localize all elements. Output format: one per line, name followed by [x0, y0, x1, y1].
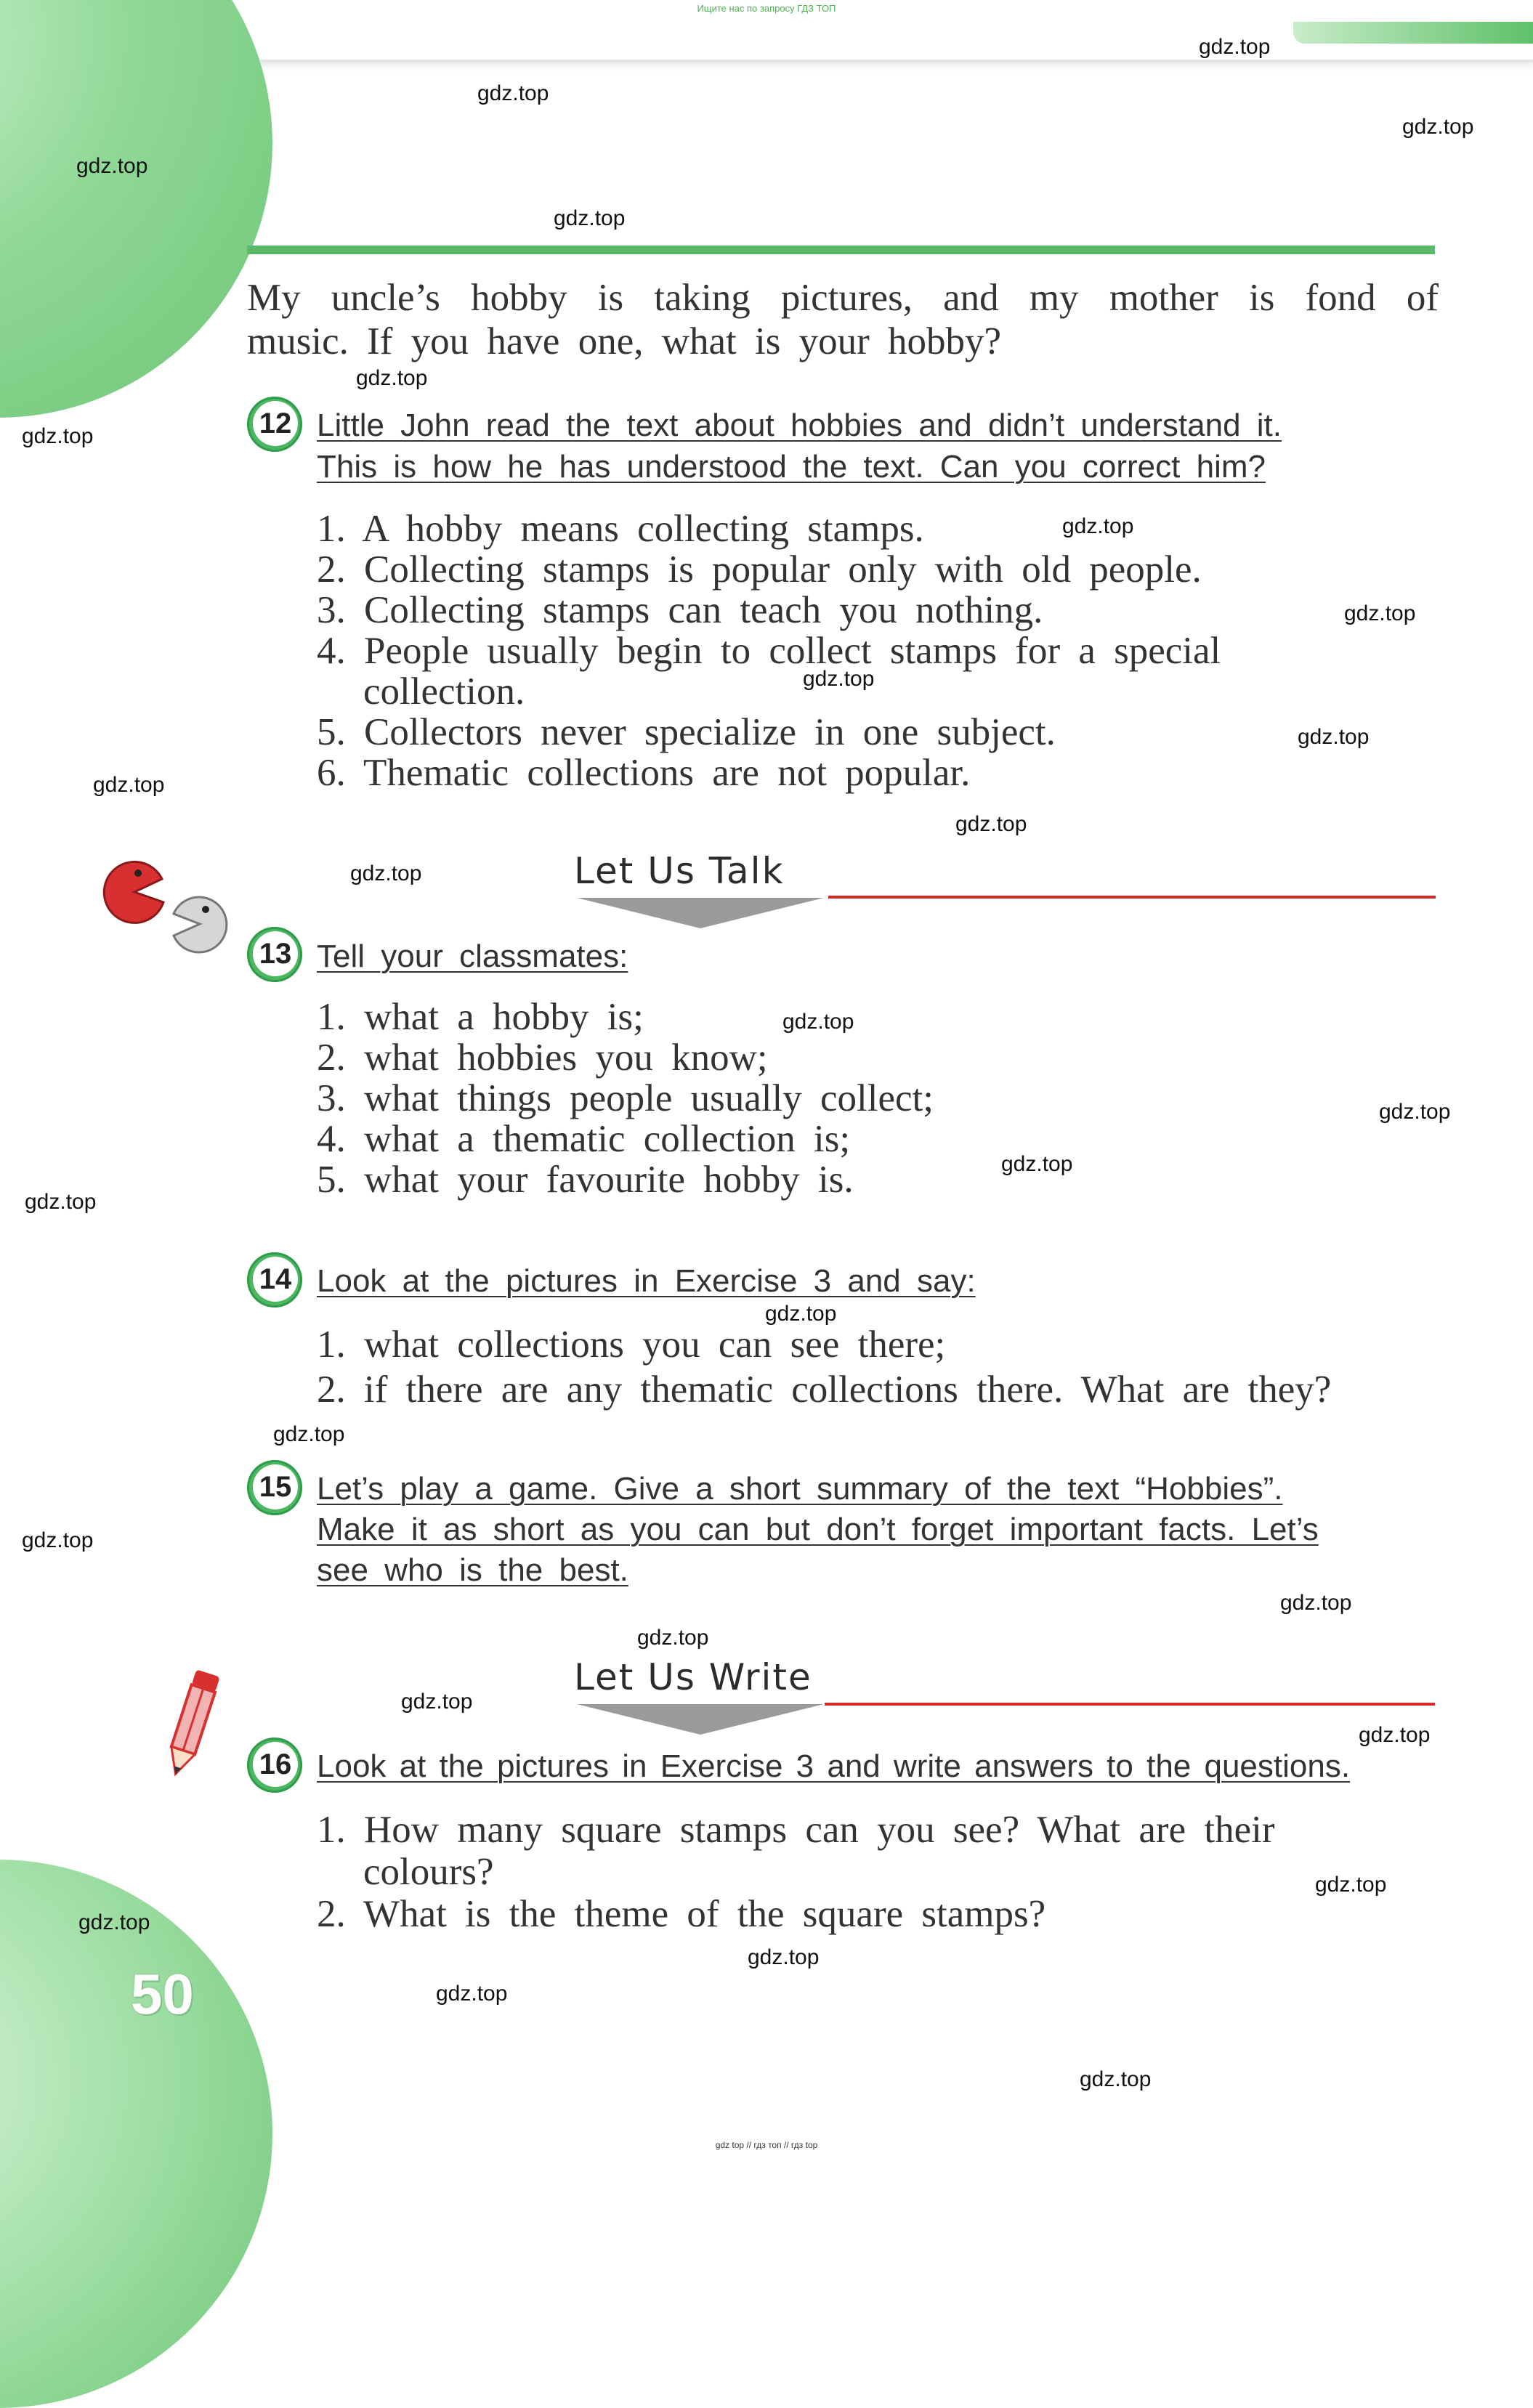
exercise-13-instruction: Tell your classmates: [317, 939, 628, 974]
list-item: 4. what a thematic collection is; [317, 1118, 851, 1160]
pencil-icon [153, 1663, 232, 1780]
section-title-talk: Let Us Talk [574, 850, 785, 892]
instruction-line: This is how he has understood the text. Can you correct him? [317, 449, 1266, 485]
watermark: gdz.top [93, 773, 165, 797]
watermark: gdz.top [477, 81, 549, 105]
section-red-line [825, 1703, 1435, 1706]
header-green-rule [247, 246, 1435, 254]
section-arrow [577, 898, 824, 928]
list-item: 2. Collecting stamps is popular only with old people. [317, 548, 1202, 591]
exercise-number-badge [247, 927, 302, 982]
exercise-number-badge [247, 397, 302, 452]
bottom-caption: gdz top // гдз топ // гдз top [715, 2140, 818, 2150]
page-number: 50 [131, 1962, 194, 2026]
watermark: gdz.top [436, 1982, 508, 2006]
list-item: 1. A hobby means collecting stamps. [317, 508, 924, 550]
section-red-line [828, 896, 1436, 899]
exercise-16-instruction: Look at the pictures in Exercise 3 and write answers to the questions. [317, 1748, 1351, 1784]
watermark: gdz.top [401, 1690, 473, 1714]
green-circle-decoration-top [0, 0, 272, 418]
watermark: gdz.top [1402, 115, 1474, 139]
instruction-line: Little John read the text about hobbies and didn’t understand it. [317, 408, 1282, 443]
intro-line: music. If you have one, what is your hobby? [247, 320, 1002, 362]
list-item: 1. what collections you can see there; [317, 1323, 946, 1366]
top-caption: Ищите нас по запросу ГДЗ ТОП [697, 3, 836, 14]
section-arrow [577, 1704, 824, 1735]
exercise-number: 14 [253, 1257, 298, 1302]
list-item: 4. People usually begin to collect stamps for a special [317, 630, 1221, 672]
list-item: 2. what hobbies you know; [317, 1037, 768, 1079]
watermark: gdz.top [554, 206, 626, 230]
exercise-number-badge [247, 1738, 302, 1793]
corner-green-decoration [1293, 22, 1533, 44]
exercise-number-badge [247, 1460, 302, 1515]
exercise-number: 12 [253, 401, 298, 446]
watermark: gdz.top [273, 1422, 345, 1446]
list-item: collection. [363, 670, 525, 713]
exercise-16-list [317, 1809, 1443, 1935]
exercise-number-badge [247, 1252, 302, 1308]
watermark: gdz.top [1199, 35, 1271, 59]
list-item: 3. Collecting stamps can teach you nothing. [317, 589, 1043, 631]
exercise-number: 13 [253, 931, 298, 976]
exercise-number: 16 [253, 1742, 298, 1787]
list-item: 5. what your favourite hobby is. [317, 1159, 854, 1201]
watermark: gdz.top [1062, 514, 1134, 538]
section-title-write: Let Us Write [574, 1656, 812, 1698]
watermark: gdz.top [1315, 1873, 1387, 1897]
watermark: gdz.top [955, 812, 1027, 836]
list-item: 6. Thematic collections are not popular. [317, 752, 971, 794]
watermark: gdz.top [1280, 1591, 1352, 1615]
intro-paragraph [247, 276, 1439, 363]
list-item: 1. what a hobby is; [317, 996, 644, 1038]
watermark: gdz.top [76, 154, 148, 178]
exercise-15-instruction [317, 1469, 1443, 1591]
list-item: 2. if there are any thematic collections there. What are they? [317, 1369, 1332, 1411]
watermark: gdz.top [637, 1626, 709, 1650]
watermark: gdz.top [1080, 2067, 1152, 2091]
instruction-line: Let’s play a game. Give a short summary of the text “Hobbies”. [317, 1471, 1283, 1507]
watermark: gdz.top [1344, 601, 1416, 625]
intro-line: My uncle’s hobby is taking pictures, and my mother is fond of [247, 277, 1439, 319]
list-item: 5. Collectors never specialize in one subject. [317, 711, 1056, 753]
watermark: gdz.top [1001, 1152, 1073, 1176]
instruction-line: Make it as short as you can but don’t forget important facts. Let’s [317, 1512, 1319, 1547]
pacman-talk-icon [98, 857, 229, 959]
watermark: gdz.top [22, 424, 94, 448]
watermark: gdz.top [1298, 725, 1370, 749]
list-item: 1. How many square stamps can you see? What are their [317, 1809, 1275, 1851]
watermark: gdz.top [356, 366, 428, 390]
exercise-12-list [317, 508, 1436, 793]
watermark: gdz.top [803, 667, 875, 691]
exercise-number: 15 [253, 1464, 298, 1509]
list-item: 2. What is the theme of the square stamps? [317, 1893, 1046, 1935]
watermark: gdz.top [782, 1010, 854, 1034]
watermark: gdz.top [748, 1945, 820, 1969]
list-item: colours? [363, 1851, 494, 1893]
instruction-line: see who is the best. [317, 1552, 628, 1588]
watermark: gdz.top [1379, 1100, 1451, 1124]
exercise-13-list [317, 997, 1436, 1200]
watermark: gdz.top [1359, 1723, 1431, 1747]
exercise-14-instruction: Look at the pictures in Exercise 3 and say: [317, 1263, 976, 1299]
watermark: gdz.top [25, 1190, 97, 1214]
green-circle-decoration-bottom [0, 1860, 272, 2408]
list-item: 3. what things people usually collect; [317, 1077, 934, 1119]
watermark: gdz.top [78, 1910, 150, 1934]
watermark: gdz.top [765, 1302, 837, 1326]
exercise-12-instruction [317, 405, 1443, 487]
watermark: gdz.top [22, 1528, 94, 1552]
exercise-14-list [317, 1322, 1443, 1412]
watermark: gdz.top [350, 862, 422, 885]
